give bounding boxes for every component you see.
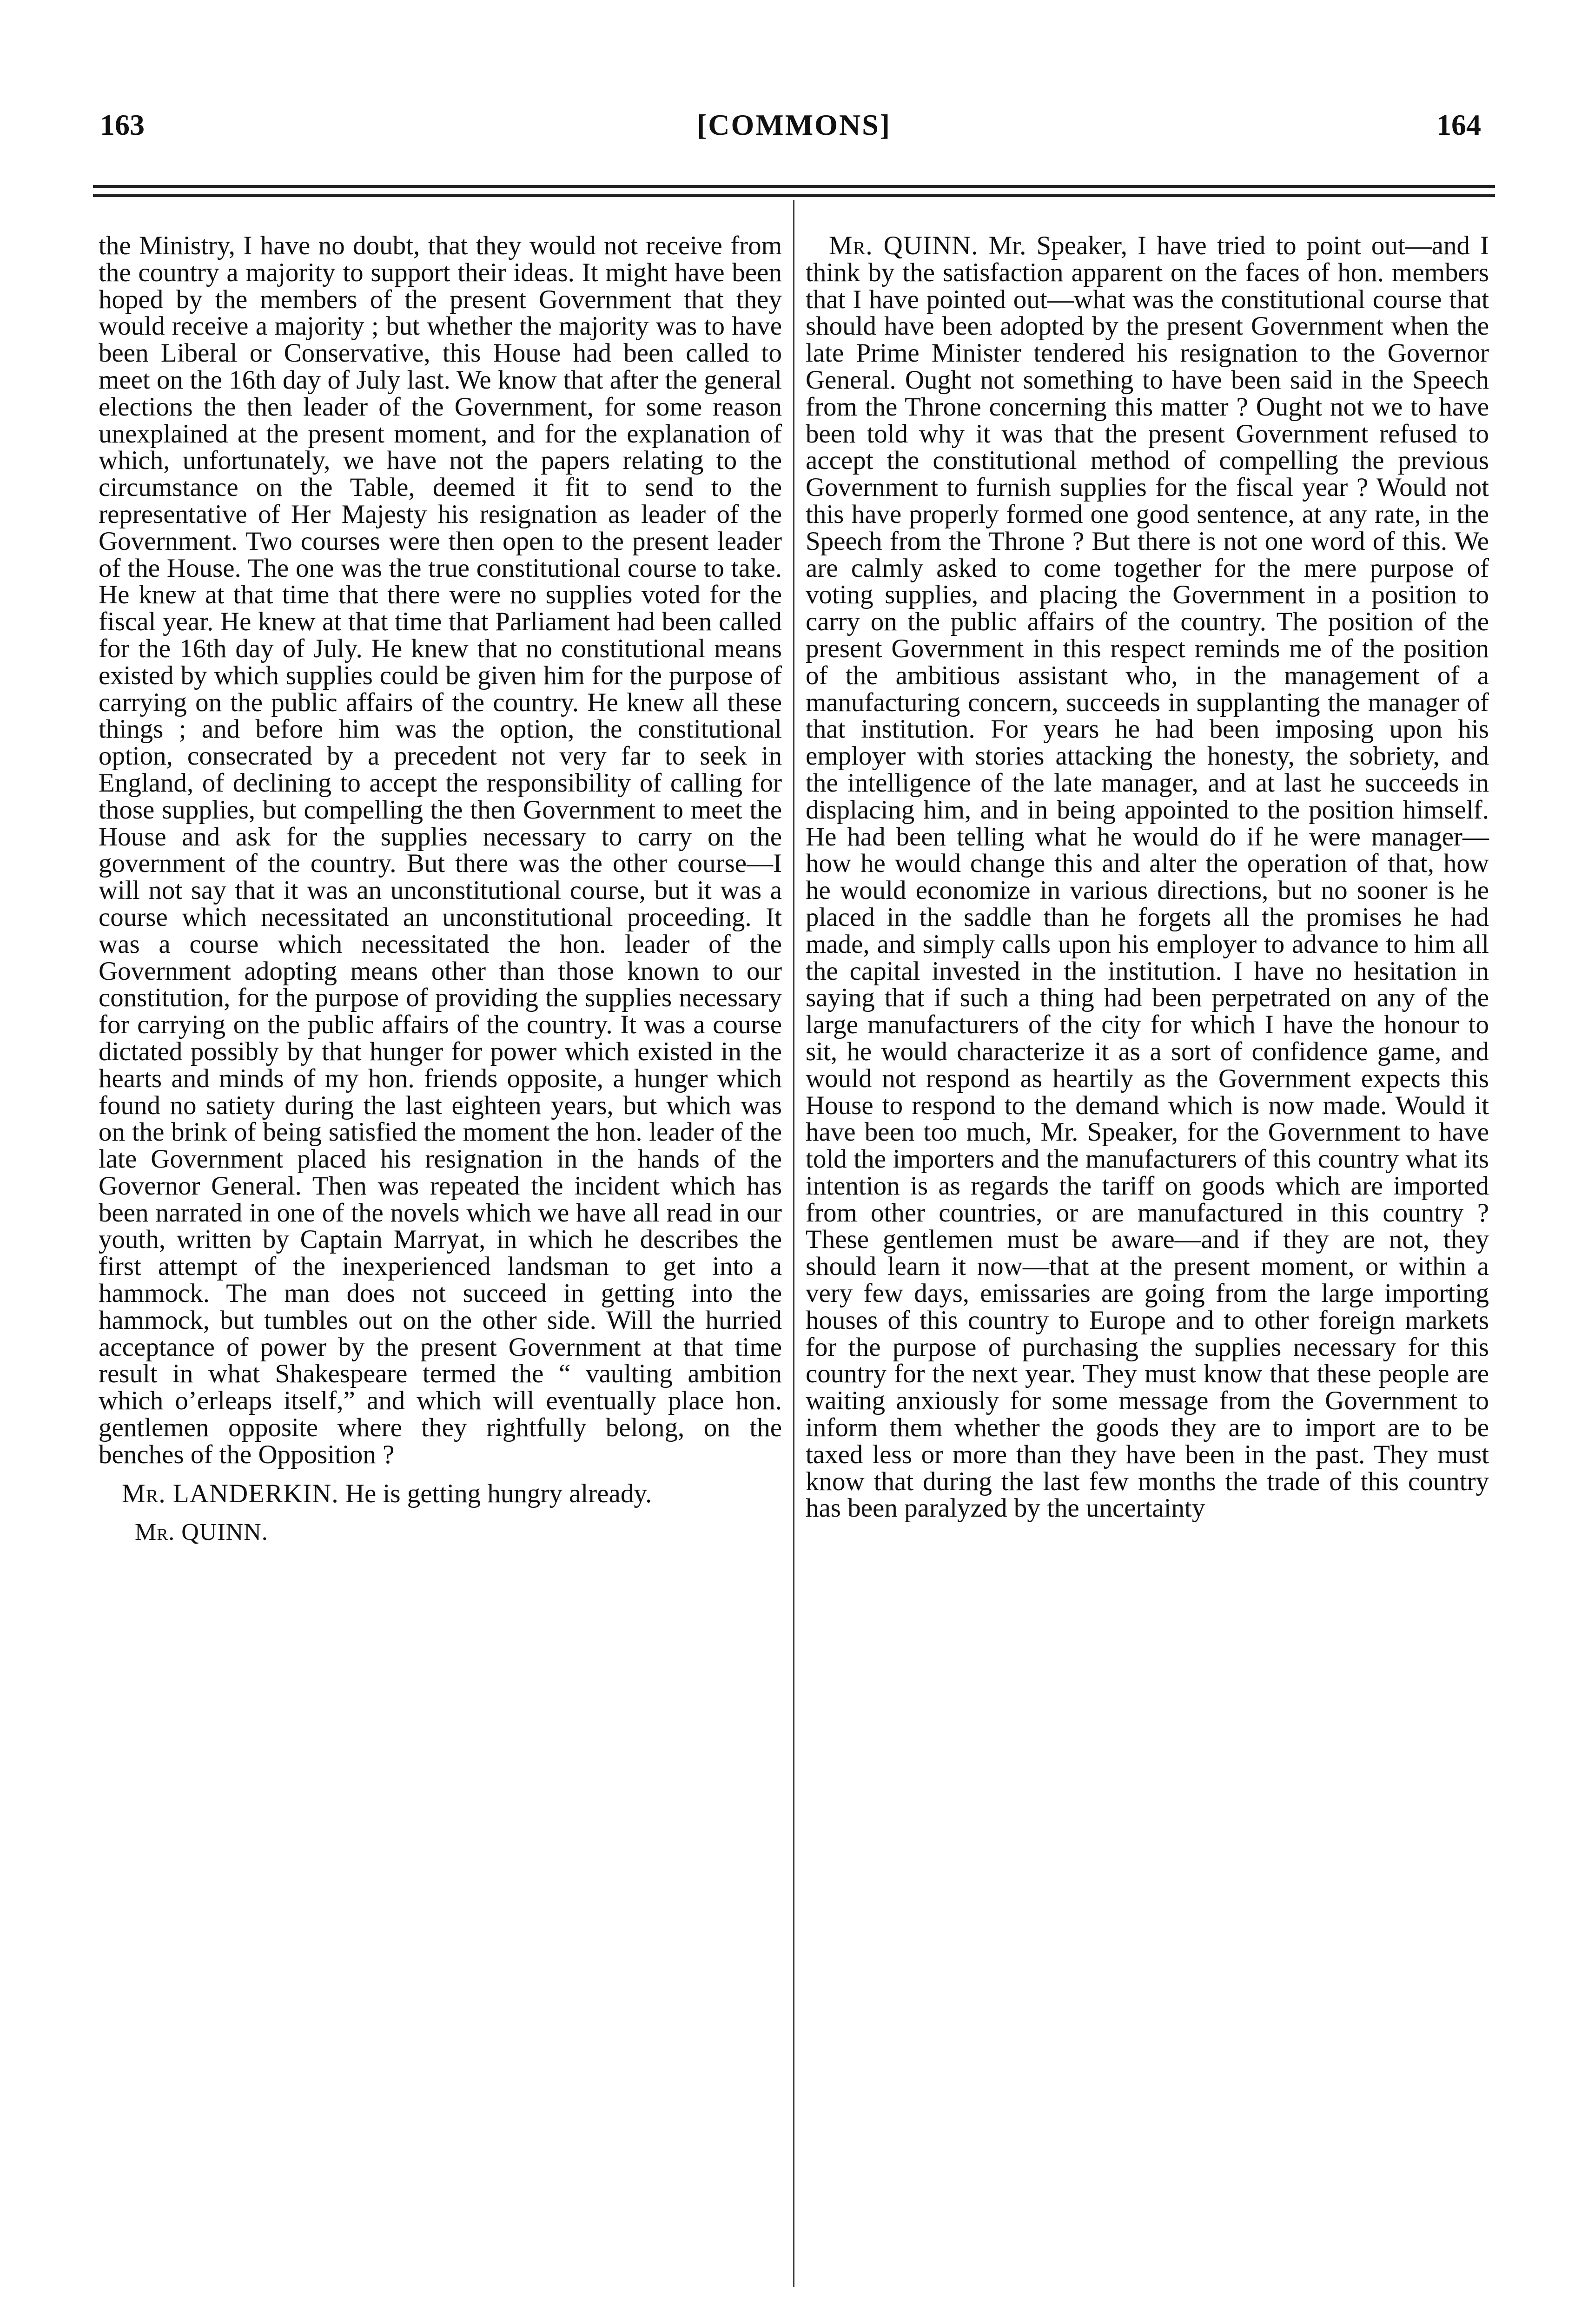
interjection-text: He is getting hungry already.: [345, 1479, 652, 1508]
left-column: [99, 232, 782, 1546]
closing-speaker-line: [99, 1519, 782, 1546]
column-divider: [793, 200, 794, 2287]
interjection: [99, 1480, 782, 1507]
left-paragraph: the Ministry, I have no doubt, that they would not receive from the country a majority to support their ideas. It might have been hoped by the members of the present Government that they would receive a majority ; but whether the majority was to have been Liberal or Conservative, this House had been called to meet on the 16th day of July last. We know that after the general elections the then leader of the Government, for some reason unexplained at the present moment, and for the explanation of which, unfortunately, we have not the papers relating to the circumstance on the Table, deemed it fit to send to the representative of Her Majesty his resignation as leader of the Government. Two courses were then open to the present leader of the House. The one was the true constitutional course to take. He knew at that time that there were no supplies voted for the fiscal year. He knew at that time that Parliament had been called for the 16th day of July. He knew that no constitutional means existed by which supplies could be given him for the purpose of carrying on the public affairs of the country. He knew all these things ; and before him was the option, the constitutional option, consecrated by a precedent not very far to seek in England, of declining to accept the responsibility of calling for those supplies, but compelling the then Government to meet the House and ask for the supplies necessary to carry on the government of the country. But there was the other course—I will not say that it was an unconstitutional course, but it was a course which necessitated an unconstitutional proceeding. It was a course which necessitated the hon. leader of the Government adopting means other than those known to our constitution, for the purpose of providing the supplies necessary for carrying on the public affairs of the country. It was a course dictated possibly by that hunger for power which existed in the hearts and minds of my hon. friends opposite, a hunger which found no satiety during the last eighteen years, but which was on the brink of being satisfied the moment the hon. leader of the late Government placed his resignation in the hands of the Governor General. Then was repeated the incident which has been narrated in one of the novels which we have all read in our youth, written by Captain Marryat, in which he describes the first attempt of the inexperienced landsman to get into a hammock. The man does not succeed in getting into the hammock, but tumbles out on the other side. Will the hurried acceptance of power by the present Government at that time result in what Shakespeare termed the “ vaulting ambition which o’erleaps itself,” and which will eventually place hon. gentlemen opposite where they rightfully belong, on the benches of the Opposition ?: [99, 231, 782, 1469]
right-paragraph: [806, 232, 1489, 1522]
right-speaker: Mr. QUINN.: [829, 231, 979, 260]
closing-speaker: Mr. QUINN.: [135, 1519, 268, 1546]
page-title: [COMMONS]: [696, 108, 892, 141]
interjection-speaker: Mr. LANDERKIN.: [122, 1479, 339, 1508]
page-number-right: 164: [1436, 108, 1481, 141]
page-header: [0, 0, 1588, 195]
header-rule-top: [93, 185, 1495, 188]
right-paragraph-text: Mr. Speaker, I have tried to point out—and I think by the satisfaction apparent on the faces of hon. members that I have pointed out—what was the constitutional course that should have been adopted by the present Government when the late Prime Minister tendered his resignation to the Governor General. Ought not something to have been said in the Speech from the Throne concerning this matter ? Ought not we to have been told why it was that the present Government refused to accept the constitutional method of compelling the previous Government to furnish supplies for the fiscal year ? Would not this have properly formed one good sentence, at any rate, in the Speech from the Throne ? But there is not one word of this. We are calmly asked to come together for the mere purpose of voting supplies, and placing the Government in a position to carry on the public affairs of the country. The position of the present Government in this respect reminds me of the position of the ambitious assistant who, in the management of a manufacturing concern, succeeds in supplanting the manager of that institution. For years he had been imposing upon his employer with stories attacking the honesty, the sobriety, and the intelligence of the late manager, and at last he succeeds in displacing him, and in being appointed to the position himself. He had been telling what he would do if he were manager—how he would change this and alter the operation of that, how he would economize in various directions, but no sooner is he placed in the saddle than he forgets all the promises he had made, and simply calls upon his employer to advance to him all the capital invested in the institution. I have no hesitation in saying that if such a thing had been perpetrated on any of the large manufacturers of the city for which I have the honour to sit, he would characterize it as a sort of confidence game, and would not respond as heartily as the Government expects this House to respond to the demand which is now made. Would it have been too much, Mr. Speaker, for the Government to have told the importers and the manufacturers of this country what its intention is as regards the tariff on goods which are imported from other countries, or are manufactured in this country ? These gentlemen must be aware—and if they are not, they should learn it now—that at the present moment, or within a very few days, emissaries are going from the large importing houses of this country to Europe and to other foreign markets for the purpose of purchasing the supplies necessary for this country for the next year. They must know that these people are waiting anxiously for some message from the Government to inform them whether the goods they are to import are to be taxed less or more than they have been in the past. They must know that during the last few months the trade of this country has been paralyzed by the uncertainty: [806, 231, 1489, 1523]
header-rule-bottom: [93, 194, 1495, 197]
page-number-left: 163: [100, 108, 145, 141]
right-column: [806, 232, 1489, 1522]
